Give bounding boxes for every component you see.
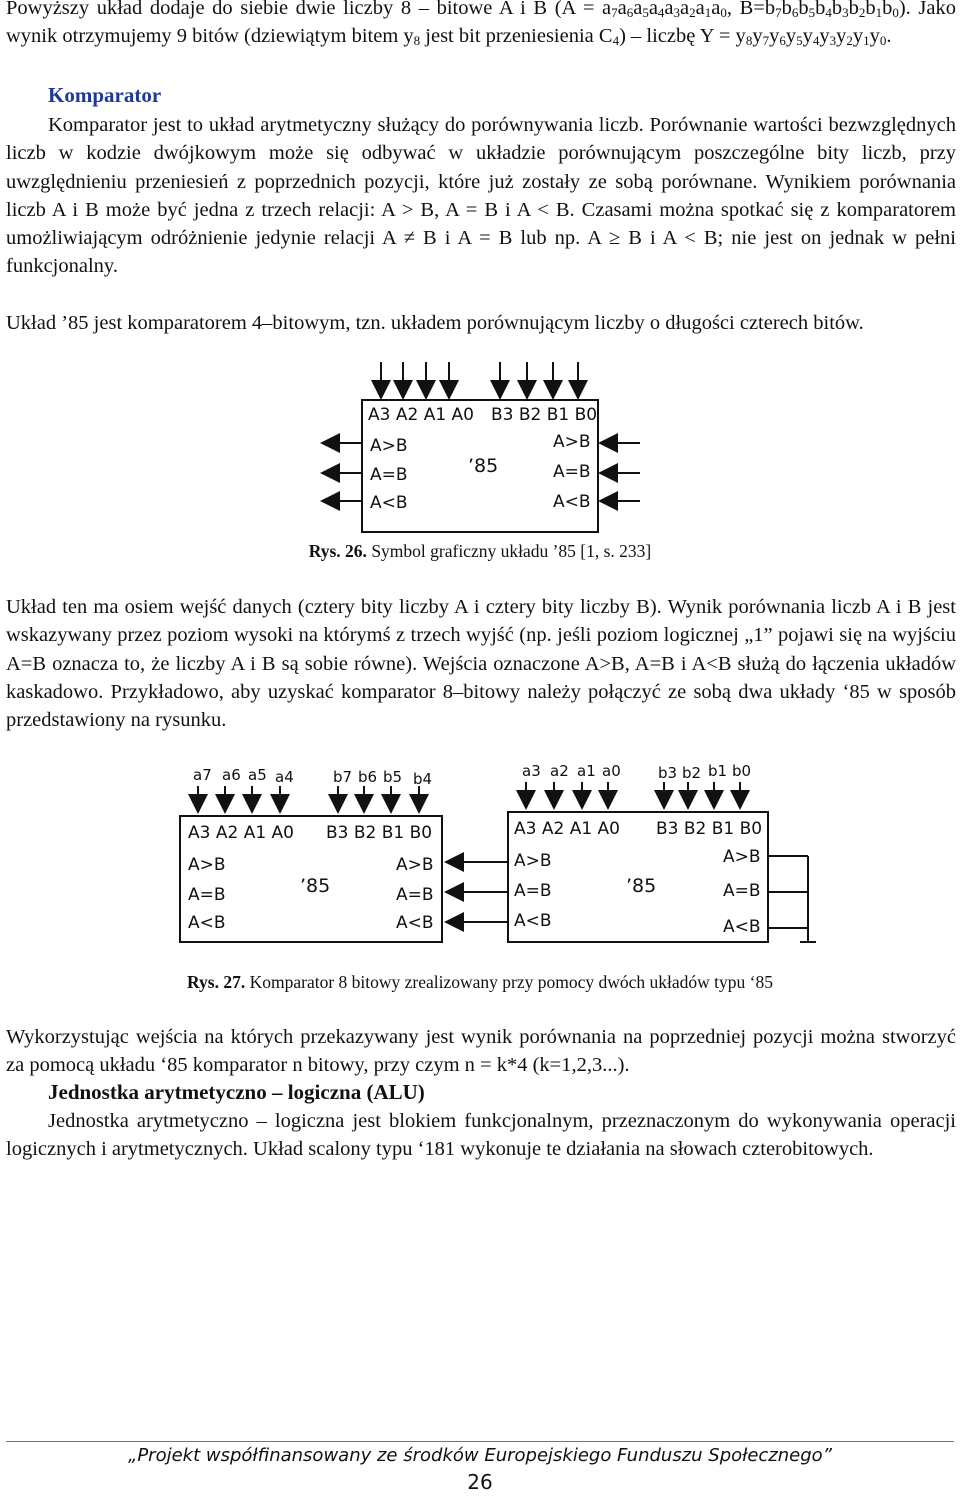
- chip2-labels: [514, 819, 762, 937]
- svg-text:a1: a1: [577, 762, 596, 780]
- input-arrows-b: [500, 362, 578, 396]
- svg-text:b1: b1: [708, 762, 728, 780]
- alu-body: Jednostka arytmetyczno – logiczna jest blokiem funkcjonalnym, przeznaczonym do wykonywania operacji logicznych i arytmetycznych. Układ scalony typu ‘181 wykonuje te działania na słowach czterobitowych.: [6, 1110, 956, 1161]
- svg-text:a6: a6: [222, 766, 241, 784]
- svg-text:A=B: A=B: [188, 885, 226, 905]
- svg-text:b6: b6: [358, 768, 378, 786]
- svg-text:a5: a5: [248, 766, 267, 784]
- svg-text:A=B: A=B: [514, 881, 552, 901]
- svg-text:’85: ’85: [626, 875, 657, 897]
- chip-left-label-eq: A=B: [370, 465, 408, 485]
- svg-text:A>B: A>B: [188, 855, 226, 875]
- svg-text:A>B: A>B: [723, 847, 761, 867]
- svg-text:a7: a7: [193, 766, 212, 784]
- output-arrows: [324, 443, 362, 501]
- svg-text:a3: a3: [522, 762, 541, 780]
- inputs-description: Układ ten ma osiem wejść danych (cztery bity liczby A i cztery bity liczby B). Wynik porównania liczb A i B jest wskazywany przez poziom wysoki na którymś z trzech wyjść (np. jeśli poziom logicznej „1” pojawi się na wyjściu A=B oznacza to, że liczby A i B są sobie równe). Wejścia oznaczone A>B, A=B i A<B służą do łączenia układów kaskadowo. Przykładowo, aby uzyskać komparator 8–bitowy należy połączyć ze sobą dwa układy ‘85 w sposób przedstawiony na rysunku.: [6, 596, 956, 732]
- svg-text:A>B: A>B: [396, 855, 434, 875]
- chip1-input-arrows: [198, 786, 419, 810]
- svg-text:b4: b4: [413, 770, 433, 788]
- svg-text:b5: b5: [383, 768, 403, 786]
- figure-26-diagram: [300, 362, 660, 542]
- svg-text:a2: a2: [550, 762, 569, 780]
- cascade-connections: [448, 862, 508, 922]
- footer-divider: [6, 1441, 954, 1442]
- chip-top-right-label: B3 B2 B1 B0: [491, 405, 598, 425]
- svg-text:A<B: A<B: [514, 911, 552, 931]
- svg-text:A3 A2 A1 A0: A3 A2 A1 A0: [188, 823, 294, 843]
- cascade-input-arrows: [602, 443, 640, 501]
- svg-text:B3 B2 B1 B0: B3 B2 B1 B0: [326, 823, 433, 843]
- figure-27-diagram: [170, 762, 820, 962]
- comparator-85-desc: Układ ’85 jest komparatorem 4–bitowym, tzn. układem porównującym liczby o długości czterech bitów.: [6, 312, 864, 334]
- chip-left-label-gt: A>B: [370, 436, 408, 456]
- svg-text:’85: ’85: [300, 875, 331, 897]
- svg-text:a4: a4: [275, 768, 294, 786]
- comparator-body: Komparator jest to układ arytmetyczny służący do porównywania liczb. Porównanie wartości bezwzględnych liczb w kodzie dwójkowym może się odbywać w układzie porównującym poszczególne bity liczb, przy uwzględnieniu przeniesień z poprzednich pozycji, które już zostały ze sobą porównane. Wynikiem porównania liczb A i B może być jedna z trzech relacji: A > B, A = B i A < B. Czasami można spotkać się z komparatorem umożliwiającym odróżnienie jedynie relacji A ≠ B i A = B lub np. A ≥ B i A < B; nie jest on jednak w pełni funkcjonalny.: [6, 114, 956, 278]
- chip1-labels: [188, 823, 434, 933]
- svg-text:b2: b2: [682, 764, 702, 782]
- chip2-input-arrows: [526, 782, 740, 806]
- svg-text:A>B: A>B: [514, 851, 552, 871]
- svg-text:B3 B2 B1 B0: B3 B2 B1 B0: [656, 819, 763, 839]
- chip1-top-labels: [193, 766, 432, 788]
- heading-komparator: Komparator: [48, 83, 162, 107]
- svg-text:A<B: A<B: [188, 913, 226, 933]
- svg-text:A=B: A=B: [723, 881, 761, 901]
- chip-top-left-label: A3 A2 A1 A0: [368, 405, 474, 425]
- svg-text:A<B: A<B: [723, 917, 761, 937]
- svg-text:a0: a0: [602, 762, 621, 780]
- chip2-top-labels: [522, 762, 751, 782]
- figure-26-caption: Rys. 26. Symbol graficzny układu ’85 [1, s. 233]: [308, 541, 652, 561]
- svg-text:A3 A2 A1 A0: A3 A2 A1 A0: [514, 819, 620, 839]
- figure-27-caption: Rys. 27. Komparator 8 bitowy zrealizowany przy pomocy dwóch układów typu ‘85: [187, 972, 773, 992]
- intro-paragraph: Powyższy układ dodaje do siebie dwie liczby 8 – bitowe A i B ($A = a_7a_6a_5a_4a_3a_2a_1a_0$, $B=b_7b_6b_5b_4b_3b_2b_1b_0$). Jako wynik otrzymujemy 9 bitów (dziewiątym bitem $y_8$ jest bit przeniesienia $C_4$) – liczbę $Y = y_8y_7y_6y_5y_4y_3y_2y_1y_0$.: [6, 0, 956, 49]
- svg-text:b0: b0: [732, 762, 752, 780]
- chip-right-label-gt: A>B: [553, 432, 591, 452]
- svg-text:A<B: A<B: [396, 913, 434, 933]
- svg-text:A=B: A=B: [396, 885, 434, 905]
- svg-text:b3: b3: [658, 764, 678, 782]
- svg-text:b7: b7: [333, 768, 353, 786]
- footer-project-text: „Projekt współfinansowany ze środków Europejskiego Funduszu Społecznego”: [128, 1445, 832, 1466]
- heading-alu: Jednostka arytmetyczno – logiczna (ALU): [48, 1080, 425, 1104]
- input-arrows-a: [381, 362, 449, 396]
- chip2-cascade-bus: [768, 856, 816, 942]
- chip-name-label: ’85: [468, 455, 499, 477]
- chip-right-label-lt: A<B: [553, 492, 591, 512]
- page-number: 26: [467, 1470, 493, 1494]
- chip-left-label-lt: A<B: [370, 493, 408, 513]
- cascade-description: Wykorzystując wejścia na których przekazywany jest wynik porównania na poprzedniej pozycji można stworzyć za pomocą układu ‘85 komparator n bitowy, przy czym n = k*4 (k=1,2,3...).: [6, 1026, 956, 1077]
- chip-right-label-eq: A=B: [553, 462, 591, 482]
